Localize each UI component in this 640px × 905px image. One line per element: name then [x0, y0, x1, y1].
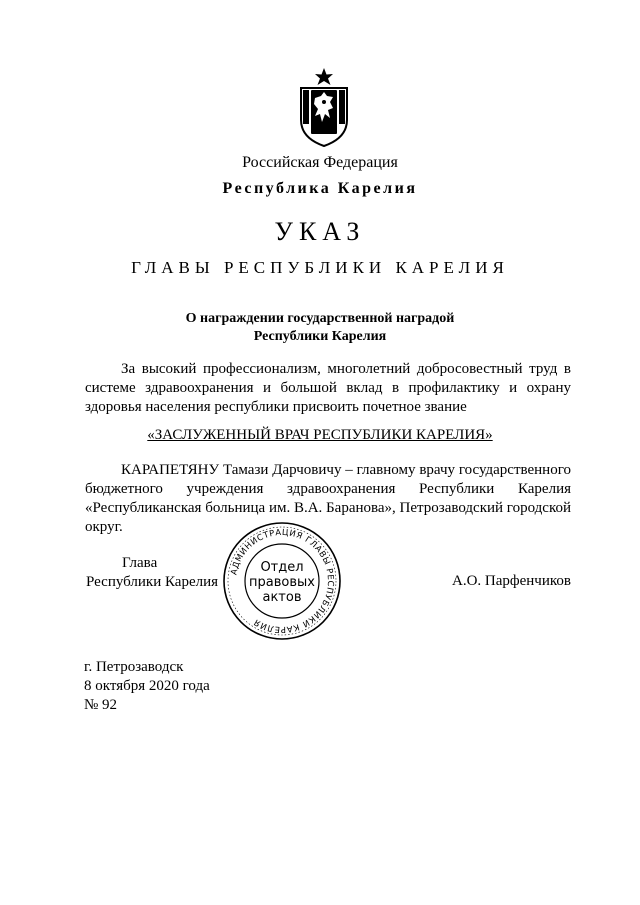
decree-number: № 92 [84, 697, 118, 713]
decree-date: 8 октября 2020 года [84, 678, 210, 694]
seal-ring-text: АДМИНИСТРАЦИЯ ГЛАВЫ РЕСПУБЛИКИ КАРЕЛИЯ [228, 526, 337, 636]
award-title: «ЗАСЛУЖЕННЫЙ ВРАЧ РЕСПУБЛИКИ КАРЕЛИЯ» [147, 427, 493, 443]
seal-line-3: актов [262, 590, 302, 605]
paragraph-reason: За высокий профессионализм, многолетний добросовестный труд в системе здравоохранения и большой вклад в профилактику и охрану здоровья населения республики присвоить почетное звание [85, 361, 571, 415]
country-name: Российская Федерация [242, 154, 398, 171]
subject-line-1: О награждении государственной наградой [185, 311, 455, 326]
signatory-title-line-2: Республики Карелия [86, 574, 219, 590]
seal-line-2: правовых [249, 575, 315, 590]
official-seal [221, 520, 343, 642]
seal-line-1: Отдел [260, 560, 304, 575]
decree-subject [0, 310, 640, 346]
decree-footer [84, 658, 210, 715]
city: г. Петрозаводск [84, 659, 184, 675]
signatory-name: А.О. Парфенчиков [452, 573, 571, 589]
document-type: УКАЗ [274, 217, 366, 246]
subject-line-2: Республики Карелия [253, 329, 387, 344]
signatory-title-line-1: Глава [122, 555, 158, 571]
signatory-title [86, 554, 236, 592]
issuer-title: ГЛАВЫ РЕСПУБЛИКИ КАРЕЛИЯ [131, 258, 509, 277]
republic-name: Республика Карелия [222, 180, 418, 197]
paragraph-recipient: КАРАПЕТЯНУ Тамази Дарчовичу – главному врачу государственного бюджетного учреждения здравоохранения Республики Карелия «Республиканская больница им. В.А. Баранова», Петрозаводский городской округ. [85, 462, 571, 535]
karelia-coat-of-arms-icon [297, 66, 351, 148]
